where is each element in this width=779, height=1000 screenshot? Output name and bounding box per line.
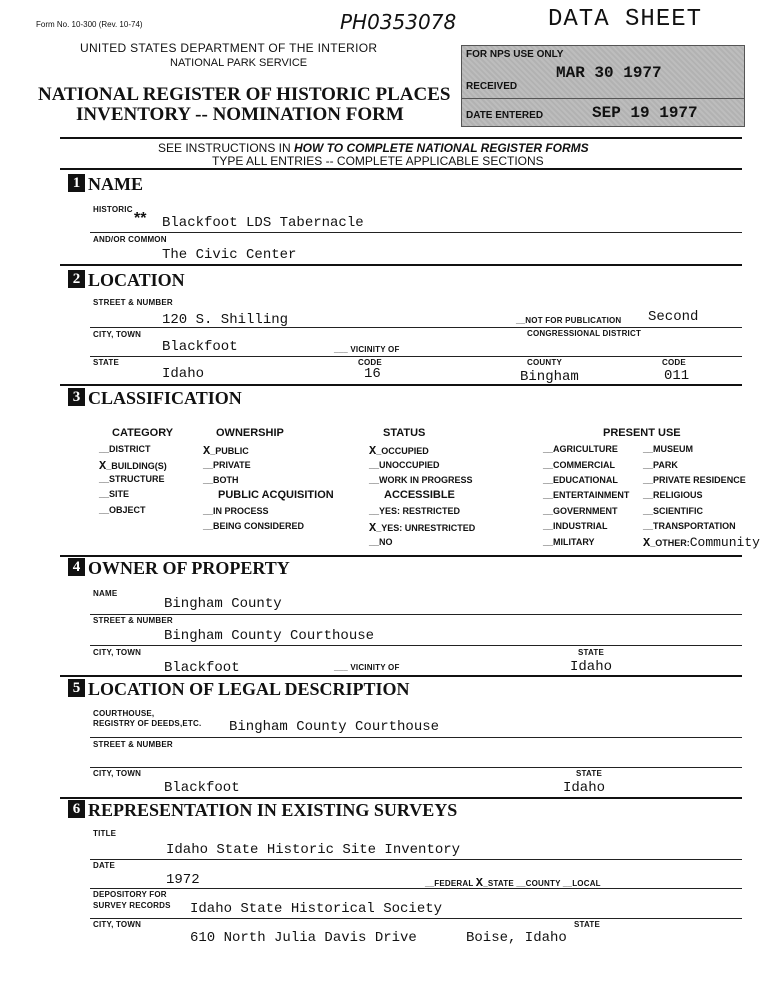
use-scientific: __SCIENTIFIC [643, 506, 704, 516]
use-private-residence: __PRIVATE RESIDENCE [643, 475, 746, 485]
status-heading: STATUS [383, 427, 426, 439]
public-acquisition-heading: PUBLIC ACQUISITION [218, 489, 334, 501]
owner-city-label: CITY, TOWN [93, 648, 142, 657]
depository-label-line2: SURVEY RECORDS [93, 901, 171, 910]
depository-value: Idaho State Historical Society [190, 901, 443, 917]
form-title-line2: INVENTORY -- NOMINATION FORM [76, 104, 404, 125]
historic-label: HISTORIC [93, 205, 133, 214]
vicinity-label: ___ VICINITY OF [334, 345, 400, 354]
county-value: Bingham [520, 369, 579, 385]
ownership-heading: OWNERSHIP [216, 427, 284, 439]
depository-state-value: Boise, Idaho [466, 930, 567, 946]
common-name-value: The Civic Center [162, 247, 297, 263]
category-structure: __STRUCTURE [99, 474, 165, 484]
use-transportation: __TRANSPORTATION [643, 521, 736, 531]
county-code-label: CODE [662, 358, 686, 367]
ownership-both: __BOTH [203, 475, 239, 485]
courthouse-value: Bingham County Courthouse [229, 719, 440, 735]
form-title-line1: NATIONAL REGISTER OF HISTORIC PLACES [38, 84, 451, 105]
data-sheet-stamp: DATA SHEET [548, 6, 703, 33]
use-agriculture: __AGRICULTURE [543, 444, 618, 454]
state-label: STATE [93, 358, 120, 367]
depository-state-label: STATE [574, 920, 601, 929]
city-town-label: CITY, TOWN [93, 330, 142, 339]
present-use-heading: PRESENT USE [603, 427, 681, 439]
status-occupied: X_OCCUPIED [369, 444, 429, 458]
use-commercial: __COMMERCIAL [543, 460, 616, 470]
category-heading: CATEGORY [112, 427, 174, 439]
survey-level-options: __FEDERAL X_STATE __COUNTY __LOCAL [425, 876, 601, 890]
owner-street-value: Bingham County Courthouse [164, 628, 375, 644]
owner-name-label: NAME [93, 589, 118, 598]
form-number: Form No. 10-300 (Rev. 10-74) [36, 20, 143, 29]
access-restricted: __YES: RESTRICTED [369, 506, 461, 516]
status-work-in-progress: __WORK IN PROGRESS [369, 475, 473, 485]
state-code-value: 16 [364, 366, 381, 382]
section-4-heading: 4 OWNER OF PROPERTY [68, 558, 290, 579]
street-number-value: 120 S. Shilling [162, 312, 289, 328]
owner-vicinity-label: ___ VICINITY OF [334, 663, 400, 672]
survey-title-value: Idaho State Historic Site Inventory [166, 842, 461, 858]
legal-state-label: STATE [576, 769, 603, 778]
legal-city-value: Blackfoot [164, 780, 240, 796]
nps-use-label: FOR NPS USE ONLY [466, 49, 564, 60]
survey-date-label: DATE [93, 861, 115, 870]
accessible-heading: ACCESSIBLE [384, 489, 455, 501]
survey-title-label: TITLE [93, 829, 117, 838]
service-name: NATIONAL PARK SERVICE [170, 57, 308, 69]
courthouse-label-line2: REGISTRY OF DEEDS,ETC. [93, 719, 202, 728]
category-district: __DISTRICT [99, 444, 151, 454]
legal-state-value: Idaho [563, 780, 606, 796]
section-2-heading: 2 LOCATION [68, 270, 185, 291]
owner-city-value: Blackfoot [164, 660, 240, 676]
access-unrestricted: X_YES: UNRESTRICTED [369, 521, 476, 535]
category-site: __SITE [99, 489, 130, 499]
instructions-line2: TYPE ALL ENTRIES -- COMPLETE APPLICABLE SECTIONS [212, 154, 544, 168]
historic-name-value: Blackfoot LDS Tabernacle [162, 215, 364, 231]
acquisition-in-process: __IN PROCESS [203, 506, 269, 516]
use-entertainment: __ENTERTAINMENT [543, 490, 630, 500]
use-government: __GOVERNMENT [543, 506, 618, 516]
depository-city-value: 610 North Julia Davis Drive [190, 930, 417, 946]
department-name: UNITED STATES DEPARTMENT OF THE INTERIOR [80, 41, 378, 55]
courthouse-label-line1: COURTHOUSE, [93, 709, 155, 718]
congressional-district-label: CONGRESSIONAL DISTRICT [527, 329, 642, 338]
depository-label-line1: DEPOSITORY FOR [93, 890, 167, 899]
legal-street-label: STREET & NUMBER [93, 740, 173, 749]
date-entered-label: DATE ENTERED [466, 110, 544, 121]
access-no: __NO [369, 537, 393, 547]
ownership-public: X_PUBLIC [203, 444, 249, 458]
section-3-heading: 3 CLASSIFICATION [68, 388, 242, 409]
date-entered-value: SEP 19 1977 [592, 104, 698, 122]
owner-state-value: Idaho [570, 659, 613, 675]
category-object: __OBJECT [99, 505, 146, 515]
owner-name-value: Bingham County [164, 596, 282, 612]
section-5-heading: 5 LOCATION OF LEGAL DESCRIPTION [68, 679, 410, 700]
state-value: Idaho [162, 366, 205, 382]
street-number-label: STREET & NUMBER [93, 298, 173, 307]
category-buildings: X_BUILDING(S) [99, 459, 167, 473]
use-military: __MILITARY [543, 537, 595, 547]
owner-street-label: STREET & NUMBER [93, 616, 173, 625]
status-unoccupied: __UNOCCUPIED [369, 460, 440, 470]
handwritten-stamp-number: PH0353078 [340, 10, 457, 34]
use-religious: __RELIGIOUS [643, 490, 703, 500]
survey-date-value: 1972 [166, 872, 200, 888]
county-label: COUNTY [527, 358, 562, 367]
state-code-label: CODE [358, 358, 382, 367]
congressional-district-value: Second [648, 309, 699, 325]
owner-state-label: STATE [578, 648, 605, 657]
ownership-private: __PRIVATE [203, 460, 251, 470]
nps-use-box [461, 45, 745, 127]
not-for-publication-label: __NOT FOR PUBLICATION [516, 316, 622, 325]
received-date: MAR 30 1977 [556, 64, 662, 82]
use-museum: __MUSEUM [643, 444, 694, 454]
use-park: __PARK [643, 460, 678, 470]
common-name-label: AND/OR COMMON [93, 235, 167, 244]
county-code-value: 011 [664, 368, 690, 384]
city-value: Blackfoot [162, 339, 238, 355]
received-label: RECEIVED [466, 81, 518, 92]
acquisition-being-considered: __BEING CONSIDERED [203, 521, 305, 531]
use-educational: __EDUCATIONAL [543, 475, 618, 485]
instructions-line1: SEE INSTRUCTIONS IN HOW TO COMPLETE NATIONAL REGISTER FORMS [158, 141, 589, 155]
depository-city-label: CITY, TOWN [93, 920, 142, 929]
use-industrial: __INDUSTRIAL [543, 521, 608, 531]
legal-city-label: CITY, TOWN [93, 769, 142, 778]
use-other: X_OTHER:Community [643, 535, 760, 550]
handwritten-stars: ** [134, 210, 147, 227]
section-6-heading: 6 REPRESENTATION IN EXISTING SURVEYS [68, 800, 457, 821]
section-1-heading: 1 NAME [68, 174, 143, 195]
